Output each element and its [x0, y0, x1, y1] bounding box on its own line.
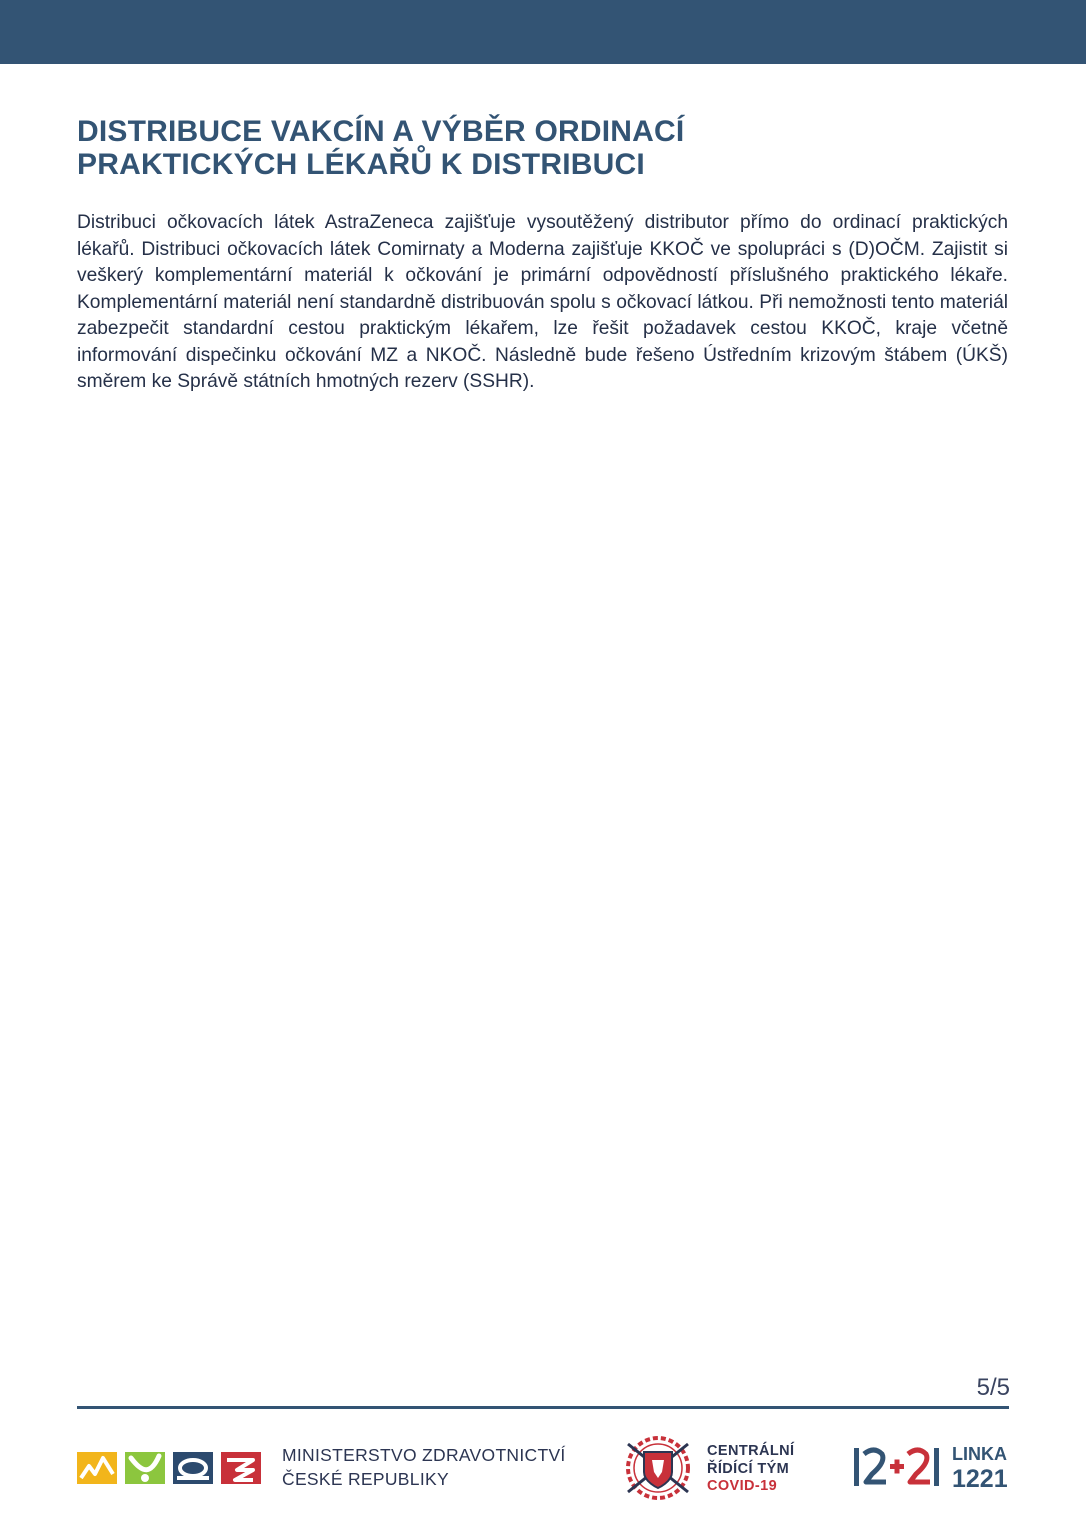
crt-name-line-1: CENTRÁLNÍ	[707, 1443, 795, 1459]
crt-emblem-icon	[620, 1430, 696, 1506]
page-title-line-2: PRAKTICKÝCH LÉKAŘŮ K DISTRIBUCI	[77, 148, 645, 181]
ministry-name	[282, 1443, 566, 1491]
body-paragraph: Distribuci očkovacích látek AstraZeneca zajišťuje vysoutěžený distributor přímo do ordinací praktických lékařů. Distribuci očkovacích látek Comirnaty a Moderna zajišťuje KKOČ ve spolupráci s (D)OČM. Zajistit si veškerý komplementární materiál k očkování je primární odpovědností příslušného praktického lékaře. Komplementární materiál není standardně distribuován spolu s očkovací látkou. Při nemožnosti tento materiál zabezpečit standardní cestou praktickým lékařem, lze řešit požadavek cestou KKOČ, kraje včetně informování dispečinku očkování MZ a NKOČ. Následně bude řešeno Ústředním krizovým štábem (ÚKŠ) směrem ke Správě státních hmotných rezerv (SSHR).	[77, 212, 1008, 392]
header-bar	[0, 0, 1086, 64]
page-title-line-1: DISTRIBUCE VAKCÍN A VÝBĚR ORDINACÍ	[77, 115, 685, 148]
crt-name	[707, 1443, 794, 1496]
linka-name	[952, 1442, 1008, 1492]
footer	[0, 1430, 1086, 1510]
footer-divider	[77, 1406, 1009, 1409]
crt-name-line-2: ŘÍDÍCÍ TÝM	[707, 1460, 790, 1477]
linka-name-line-1: LINKA	[952, 1444, 1007, 1464]
ministry-name-line-1: MINISTERSTVO ZDRAVOTNICTVÍ	[282, 1445, 566, 1465]
page-title	[77, 115, 977, 181]
ministry-logo	[77, 1444, 262, 1490]
ministry-name-line-2: ČESKÉ REPUBLIKY	[282, 1469, 449, 1489]
page-number: 5/5	[976, 1374, 1010, 1401]
linka-name-line-2: 1221	[952, 1465, 1008, 1493]
crt-name-line-3: COVID-19	[707, 1478, 778, 1494]
linka-logo	[852, 1444, 940, 1490]
